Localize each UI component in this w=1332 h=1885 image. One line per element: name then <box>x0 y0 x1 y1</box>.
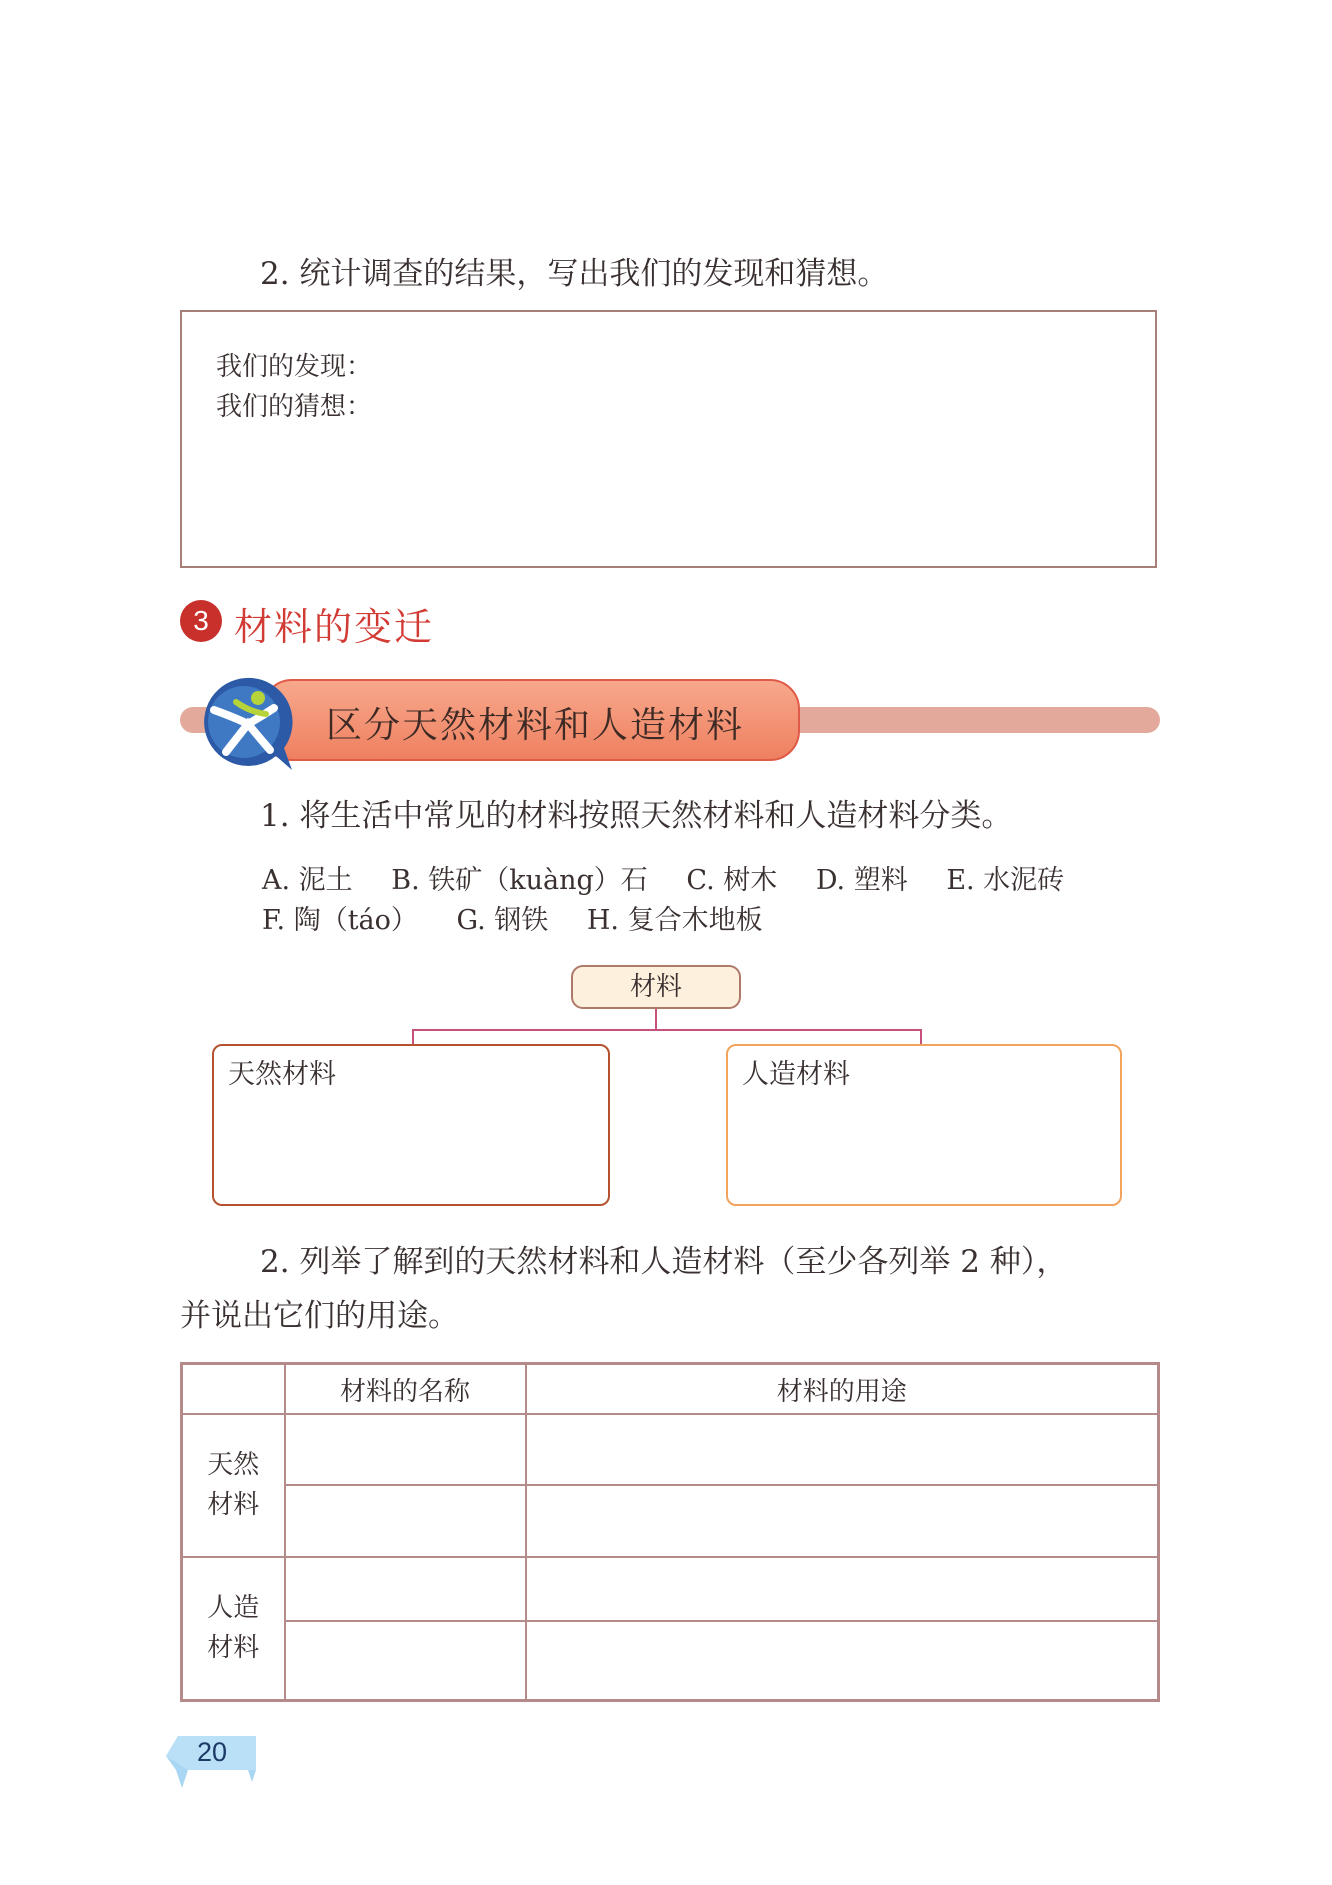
findings-box[interactable] <box>180 310 1157 568</box>
findings-label: 我们的发现： <box>216 352 373 382</box>
row-group-man-made <box>182 1557 285 1701</box>
row-group-natural-line2: 材料 <box>207 1490 260 1521</box>
table-header-name: 材料的名称 <box>285 1364 526 1415</box>
row-group-man-made-line1: 人造 <box>207 1593 260 1624</box>
table-cell-made-name-1[interactable] <box>285 1557 526 1621</box>
diagram-connector-stem <box>655 1009 657 1031</box>
natural-materials-box[interactable] <box>212 1044 610 1206</box>
options-row-2 <box>262 898 793 937</box>
task-2-line-1: 2. 列举了解到的天然材料和人造材料（至少各列举 2 种）， <box>260 1244 1068 1280</box>
row-group-man-made-line2: 材料 <box>207 1633 260 1664</box>
table-cell-made-use-2[interactable] <box>526 1621 1159 1701</box>
activity-figure-icon <box>196 672 296 772</box>
option-e: E. 水泥砖 <box>946 865 1065 896</box>
materials-table <box>180 1362 1160 1702</box>
table-cell-natural-use-2[interactable] <box>526 1485 1159 1556</box>
question-2-text: 2. 统计调查的结果，写出我们的发现和猜想。 <box>260 256 889 292</box>
row-group-natural <box>182 1414 285 1557</box>
man-made-materials-box[interactable] <box>726 1044 1122 1206</box>
page-number: 20 <box>196 1737 228 1767</box>
task-2-line-2: 并说出它们的用途。 <box>180 1298 459 1334</box>
natural-materials-label: 天然材料 <box>228 1059 336 1090</box>
option-d: D. 塑料 <box>815 865 908 896</box>
option-a: A. 泥土 <box>262 865 353 896</box>
options-row-1 <box>262 858 1094 897</box>
option-c: C. 树木 <box>686 865 778 896</box>
option-g: G. 钢铁 <box>456 905 549 936</box>
table-cell-made-name-2[interactable] <box>285 1621 526 1701</box>
man-made-materials-label: 人造材料 <box>742 1059 850 1090</box>
option-b: B. 铁矿（kuàng）石 <box>391 865 648 896</box>
table-cell-made-use-1[interactable] <box>526 1557 1159 1621</box>
row-group-natural-line1: 天然 <box>207 1450 260 1481</box>
activity-title: 区分天然材料和人造材料 <box>326 705 745 746</box>
option-h: H. 复合木地板 <box>586 905 763 936</box>
table-cell-natural-name-1[interactable] <box>285 1414 526 1485</box>
section-title: 材料的变迁 <box>234 605 435 649</box>
table-header-use: 材料的用途 <box>526 1364 1159 1415</box>
table-cell-natural-use-1[interactable] <box>526 1414 1159 1485</box>
guess-label: 我们的猜想： <box>216 392 373 422</box>
table-corner-cell <box>182 1364 285 1415</box>
diagram-connector-bar <box>412 1029 922 1031</box>
table-cell-natural-name-2[interactable] <box>285 1485 526 1556</box>
option-f: F. 陶（táo） <box>262 905 418 936</box>
section-number-badge: 3 <box>180 600 222 642</box>
diagram-root-node: 材料 <box>571 965 741 1009</box>
task-1-text: 1. 将生活中常见的材料按照天然材料和人造材料分类。 <box>260 798 1013 834</box>
